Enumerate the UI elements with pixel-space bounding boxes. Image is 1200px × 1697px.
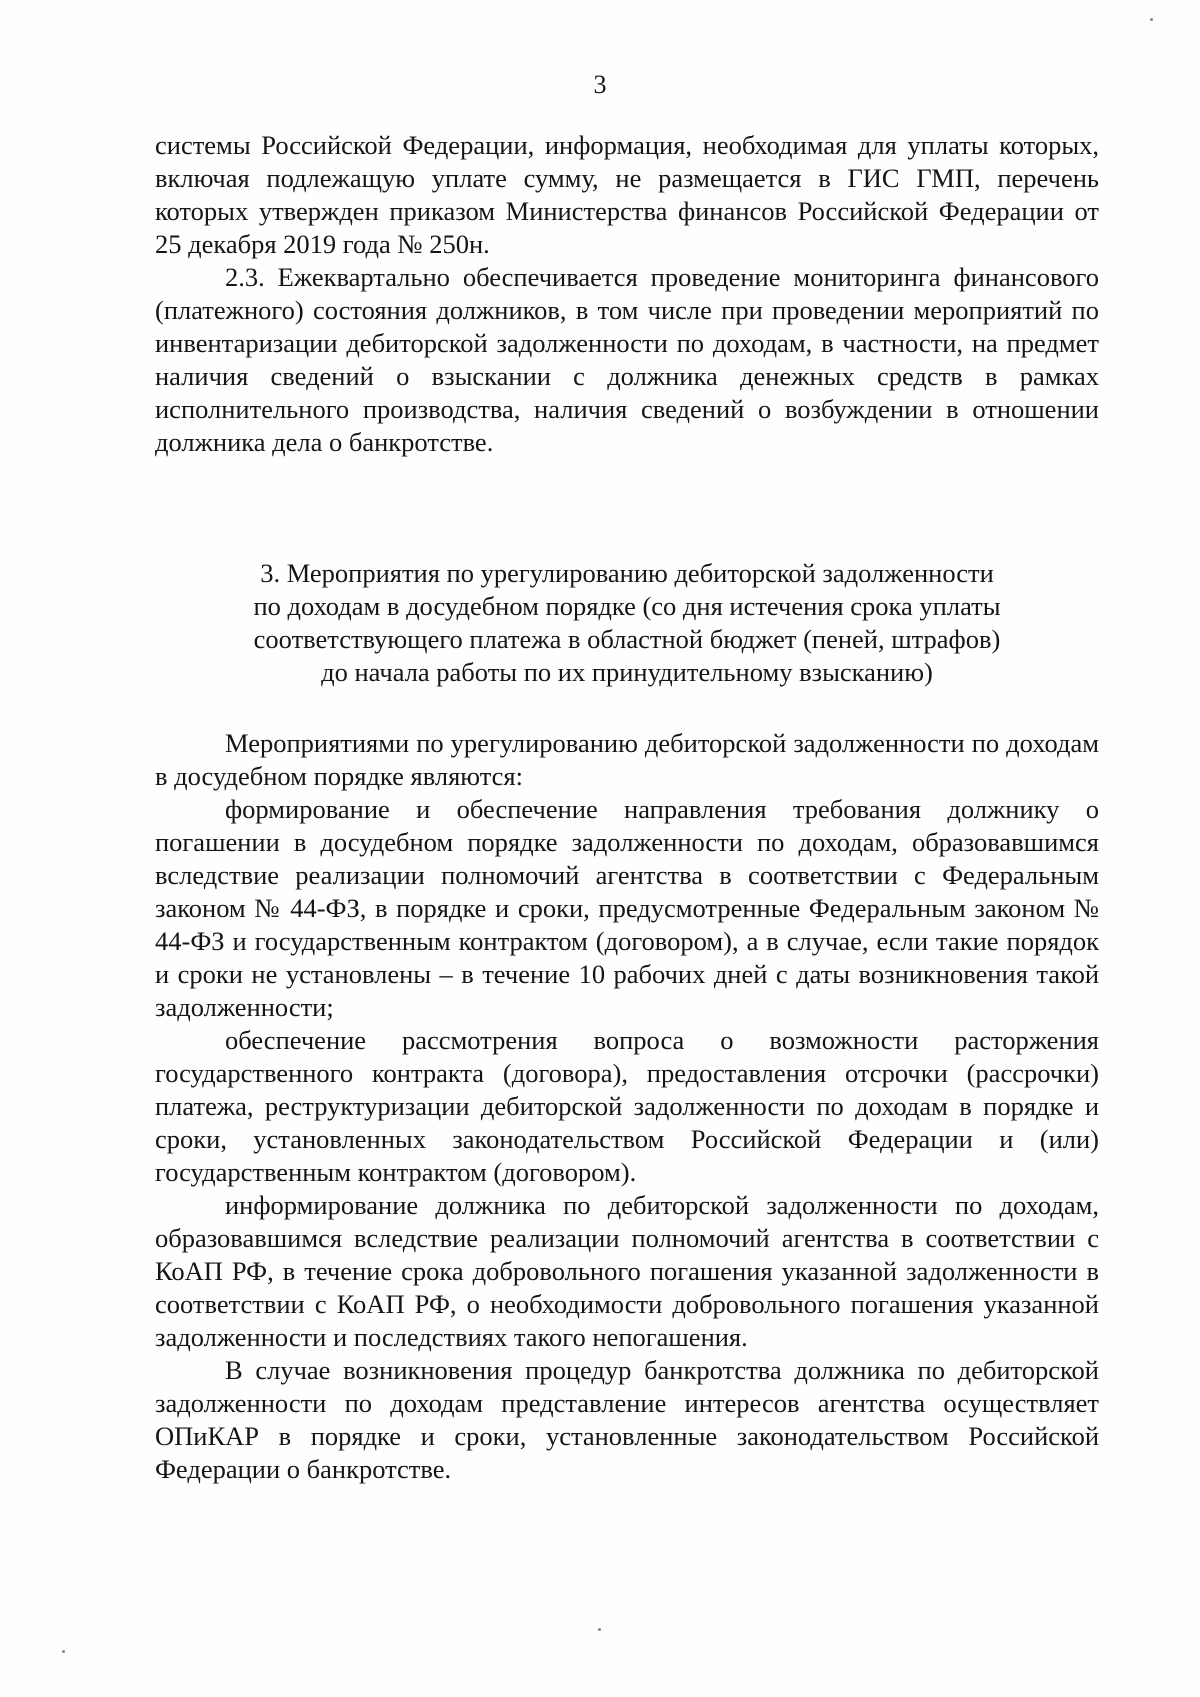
scan-speck: [598, 1628, 601, 1631]
heading-line: по доходам в досудебном порядке (со дня истечения срока уплаты: [253, 591, 1001, 621]
bankruptcy-paragraph: В случае возникновения процедур банкротства должника по дебиторской задолженности по доходам представление интересов агентства осуществляет ОПиКАР в порядке и сроки, установленные законодательством Российской Федерации о банкротстве.: [155, 1355, 1099, 1484]
page-number: 3: [593, 70, 607, 99]
heading-line: 3. Мероприятия по урегулированию дебиторской задолженности: [260, 558, 994, 588]
section-3-heading: [155, 557, 1099, 689]
scan-speck: [1150, 18, 1153, 21]
continued-paragraph: системы Российской Федерации, информация, необходимая для уплаты которых, включая подлежащую уплате сумму, не размещается в ГИС ГМП, перечень которых утвержден приказом Министерства финансов Российской Федерации от 25 декабря 2019 года № 250н.: [155, 130, 1099, 259]
top-text-block: [155, 129, 1099, 459]
intro-paragraph: Мероприятиями по урегулированию дебиторской задолженности по доходам в досудебном порядке являются:: [155, 728, 1099, 791]
main-text-block: [155, 727, 1099, 1486]
heading-line: до начала работы по их принудительному взысканию): [321, 657, 933, 687]
paragraph-2-3: 2.3. Ежеквартально обеспечивается проведение мониторинга финансового (платежного) состояния должников, в том числе при проведении мероприятий по инвентаризации дебиторской задолженности по доходам, в частности, на предмет наличия сведений о взыскании с должника денежных средств в рамках исполнительного производства, наличия сведений о возбуждении в отношении должника дела о банкротстве.: [155, 262, 1099, 457]
heading-line: соответствующего платежа в областной бюджет (пеней, штрафов): [253, 624, 1001, 654]
measure-paragraph-informing: информирование должника по дебиторской задолженности по доходам, образовавшимся вследствие реализации полномочий агентства в соответствии с КоАП РФ, в течение срока добровольного погашения указанной задолженности в соответствии с КоАП РФ, о необходимости добровольного погашения указанной задолженности и последствиях такого непогашения.: [155, 1190, 1099, 1352]
measure-paragraph-demand: формирование и обеспечение направления требования должнику о погашении в досудебном порядке задолженности по доходам, образовавшимся вследствие реализации полномочий агентства в соответствии с Федеральным законом № 44-ФЗ, в порядке и сроки, предусмотренные Федеральным законом № 44-ФЗ и государственным контрактом (договором), а в случае, если такие порядок и сроки не установлены – в течение 10 рабочих дней с даты возникновения такой задолженности;: [155, 794, 1099, 1022]
measure-paragraph-contract: обеспечение рассмотрения вопроса о возможности расторжения государственного контракта (договора), предоставления отсрочки (рассрочки) платежа, реструктуризации дебиторской задолженности по доходам в порядке и сроки, установленных законодательством Российской Федерации и (или) государственным контрактом (договором).: [155, 1025, 1099, 1187]
scan-speck: [62, 1650, 65, 1653]
